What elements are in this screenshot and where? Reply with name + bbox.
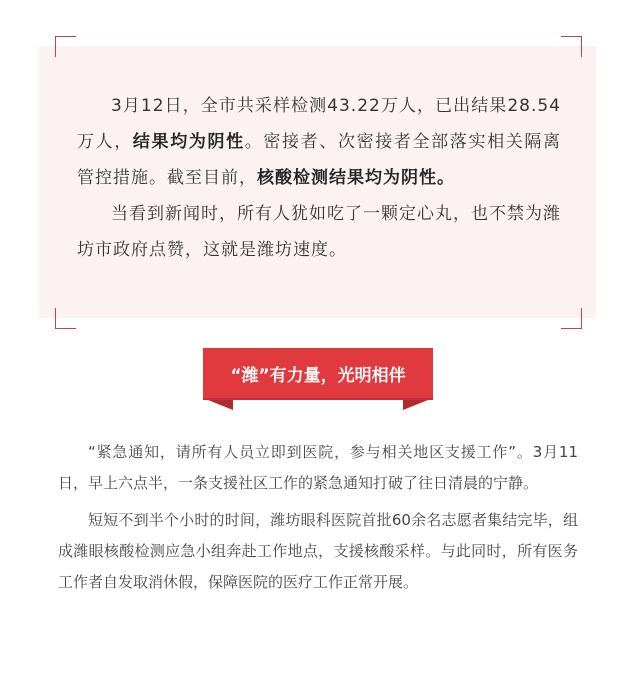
article-body [58, 437, 578, 604]
corner-top-right [561, 36, 582, 57]
body-paragraph-2: 短短不到半个小时的时间，潍坊眼科医院首批60余名志愿者集结完毕，组成潍眼核酸检测应急小组奔赴工作地点，支援核酸采样。与此同时，所有医务工作者自发取消休假，保障医院的医疗工作正常开展。 [58, 511, 578, 591]
banner-title: “潍”有力量，光明相伴 [203, 348, 433, 398]
quote-p1-bold-a: 结果均为阴性 [132, 132, 245, 152]
corner-bottom-left [55, 308, 76, 329]
body-paragraph-1: “紧急通知，请所有人员立即到医院，参与相关地区支援工作”。3月11日，早上六点半，一条支援社区工作的紧急通知打破了往日清晨的宁静。 [58, 443, 578, 492]
quote-paragraph-1 [77, 88, 561, 196]
quote-p1-text-a: 3月12日，全市共采样检测43.22万人，已出结果28.54万人， [77, 96, 561, 152]
corner-bottom-right [561, 308, 582, 329]
quote-p1-end: 。 [437, 168, 455, 188]
quote-p1-bold-b: 核酸检测结果均为阴性 [257, 168, 437, 188]
corner-top-left [55, 36, 76, 57]
banner-tab-right [403, 398, 433, 410]
section-banner [203, 348, 433, 410]
quote-text [77, 88, 561, 268]
banner-tab-left [203, 398, 233, 410]
quote-paragraph-2: 当看到新闻时，所有人犹如吃了一颗定心丸，也不禁为潍坊市政府点赞，这就是潍坊速度。 [77, 204, 561, 260]
quote-p1-text-b: 。密接者、次密接者全部落实相关隔离管控措施。截至目前， [77, 132, 562, 188]
